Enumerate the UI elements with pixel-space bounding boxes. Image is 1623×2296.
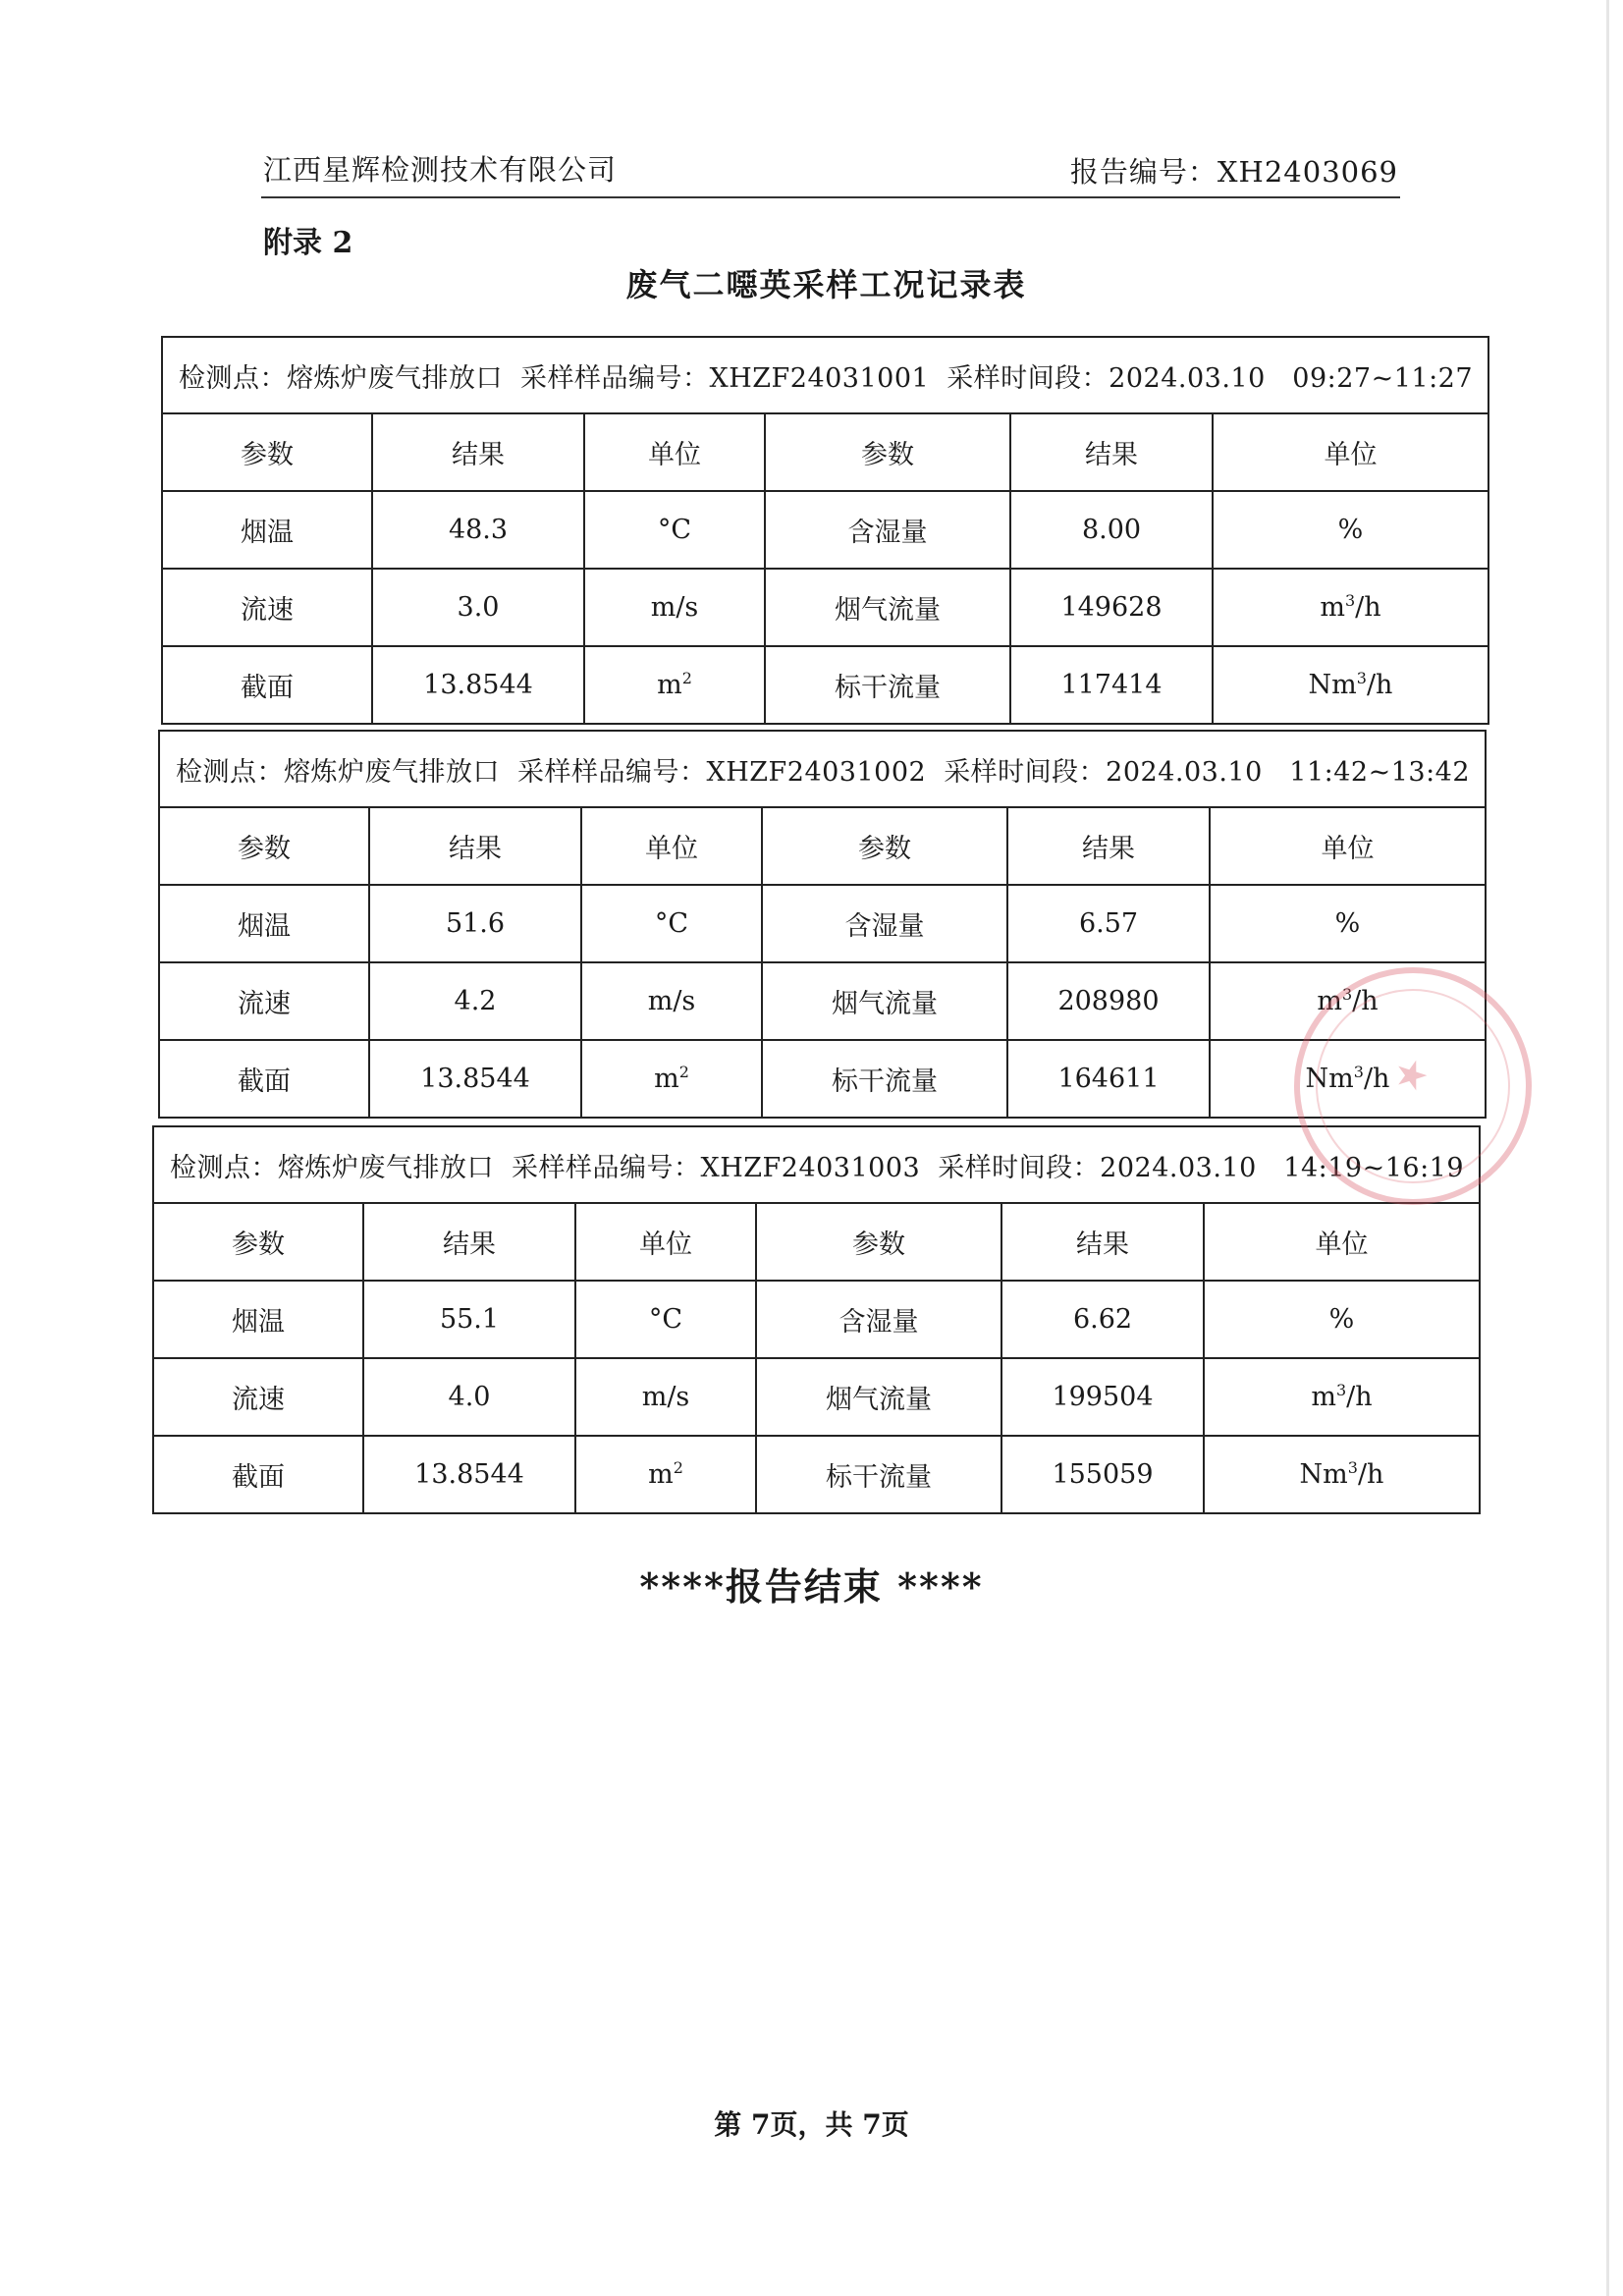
header-result: 结果 bbox=[363, 1203, 575, 1281]
header-unit: 单位 bbox=[575, 1203, 756, 1281]
unit-cell: $m^3/h$ bbox=[1210, 962, 1486, 1040]
param-cell: 烟温 bbox=[153, 1281, 363, 1358]
header-param: 参数 bbox=[756, 1203, 1001, 1281]
page-edge-line bbox=[1606, 0, 1609, 2296]
param-cell: 烟温 bbox=[162, 491, 372, 569]
unit-cell: m/s bbox=[575, 1358, 756, 1436]
unit-cell: m/s bbox=[581, 962, 762, 1040]
param-cell: 流速 bbox=[162, 569, 372, 646]
header-param: 参数 bbox=[159, 807, 369, 885]
test-point: 检测点：熔炼炉废气排放口 bbox=[176, 756, 500, 788]
header-result: 结果 bbox=[372, 413, 584, 491]
param-cell: 含湿量 bbox=[765, 491, 1010, 569]
param-cell: 标干流量 bbox=[762, 1040, 1007, 1118]
param-cell: 含湿量 bbox=[762, 885, 1007, 962]
param-cell: 标干流量 bbox=[765, 646, 1010, 724]
unit-cell: $m^3/h$ bbox=[1204, 1358, 1480, 1436]
sample-id: 采样样品编号：XHZF24031003 bbox=[512, 1152, 921, 1183]
sampling-period: 采样时间段：2024.03.10 11:42~13:42 bbox=[944, 756, 1471, 788]
unit-cell: °C bbox=[575, 1281, 756, 1358]
result-cell: 4.2 bbox=[369, 962, 581, 1040]
unit-cell: Nm$^3$/h bbox=[1204, 1436, 1480, 1513]
result-cell: 48.3 bbox=[372, 491, 584, 569]
block-info bbox=[159, 731, 1486, 807]
company-name: 江西星辉检测技术有限公司 bbox=[263, 153, 618, 187]
result-cell: 13.8544 bbox=[363, 1436, 575, 1513]
param-cell: 截面 bbox=[153, 1436, 363, 1513]
result-cell: 208980 bbox=[1007, 962, 1210, 1040]
param-cell: 标干流量 bbox=[756, 1436, 1001, 1513]
param-cell: 流速 bbox=[159, 962, 369, 1040]
unit-cell: $m^2$ bbox=[575, 1436, 756, 1513]
param-cell: 烟气流量 bbox=[762, 962, 1007, 1040]
header-result: 结果 bbox=[369, 807, 581, 885]
unit-cell: $m^3/h$ bbox=[1213, 569, 1488, 646]
param-cell: 截面 bbox=[162, 646, 372, 724]
result-cell: 164611 bbox=[1007, 1040, 1210, 1118]
record-table-1 bbox=[161, 336, 1489, 725]
result-cell: 3.0 bbox=[372, 569, 584, 646]
header-unit: 单位 bbox=[1210, 807, 1486, 885]
page-header bbox=[261, 149, 1400, 198]
header-unit: 单位 bbox=[1204, 1203, 1480, 1281]
result-cell: 149628 bbox=[1010, 569, 1213, 646]
header-param: 参数 bbox=[153, 1203, 363, 1281]
result-cell: 6.57 bbox=[1007, 885, 1210, 962]
result-cell: 55.1 bbox=[363, 1281, 575, 1358]
report-end-mark: ****报告结束 **** bbox=[639, 1564, 984, 1609]
header-unit: 单位 bbox=[581, 807, 762, 885]
param-cell: 截面 bbox=[159, 1040, 369, 1118]
page-number: 第 7页，共 7页 bbox=[714, 2108, 909, 2141]
header-unit: 单位 bbox=[584, 413, 765, 491]
param-cell: 含湿量 bbox=[756, 1281, 1001, 1358]
unit-cell: $m^2$ bbox=[584, 646, 765, 724]
unit-cell: % bbox=[1204, 1281, 1480, 1358]
param-cell: 流速 bbox=[153, 1358, 363, 1436]
unit-cell: Nm$^3$/h bbox=[1213, 646, 1488, 724]
unit-cell: % bbox=[1213, 491, 1488, 569]
test-point: 检测点：熔炼炉废气排放口 bbox=[170, 1152, 494, 1183]
header-result: 结果 bbox=[1001, 1203, 1204, 1281]
document-title: 废气二噁英采样工况记录表 bbox=[625, 266, 1027, 303]
header-param: 参数 bbox=[762, 807, 1007, 885]
param-cell: 烟温 bbox=[159, 885, 369, 962]
record-table-3 bbox=[152, 1125, 1481, 1514]
block-info bbox=[153, 1126, 1480, 1203]
unit-cell: m/s bbox=[584, 569, 765, 646]
sampling-period: 采样时间段：2024.03.10 09:27~11:27 bbox=[947, 362, 1474, 394]
header-result: 结果 bbox=[1007, 807, 1210, 885]
unit-cell: $m^2$ bbox=[581, 1040, 762, 1118]
result-cell: 13.8544 bbox=[369, 1040, 581, 1118]
result-cell: 117414 bbox=[1010, 646, 1213, 724]
record-table-2 bbox=[158, 730, 1487, 1119]
sample-id: 采样样品编号：XHZF24031002 bbox=[517, 756, 927, 788]
result-cell: 13.8544 bbox=[372, 646, 584, 724]
unit-cell: °C bbox=[581, 885, 762, 962]
param-cell: 烟气流量 bbox=[756, 1358, 1001, 1436]
unit-cell: Nm$^3$/h bbox=[1210, 1040, 1486, 1118]
result-cell: 51.6 bbox=[369, 885, 581, 962]
result-cell: 199504 bbox=[1001, 1358, 1204, 1436]
result-cell: 8.00 bbox=[1010, 491, 1213, 569]
header-param: 参数 bbox=[162, 413, 372, 491]
test-point: 检测点：熔炼炉废气排放口 bbox=[179, 362, 503, 394]
result-cell: 6.62 bbox=[1001, 1281, 1204, 1358]
header-param: 参数 bbox=[765, 413, 1010, 491]
param-cell: 烟气流量 bbox=[765, 569, 1010, 646]
unit-cell: % bbox=[1210, 885, 1486, 962]
unit-cell: °C bbox=[584, 491, 765, 569]
seal-star-icon: ★ bbox=[1387, 1048, 1435, 1103]
appendix-label: 附录 2 bbox=[263, 226, 353, 260]
report-number: 报告编号：XH2403069 bbox=[1069, 155, 1398, 189]
header-unit: 单位 bbox=[1213, 413, 1488, 491]
header-result: 结果 bbox=[1010, 413, 1213, 491]
sampling-period: 采样时间段：2024.03.10 14:19~16:19 bbox=[938, 1152, 1465, 1183]
sample-id: 采样样品编号：XHZF24031001 bbox=[520, 362, 930, 394]
result-cell: 155059 bbox=[1001, 1436, 1204, 1513]
result-cell: 4.0 bbox=[363, 1358, 575, 1436]
block-info bbox=[162, 337, 1488, 413]
